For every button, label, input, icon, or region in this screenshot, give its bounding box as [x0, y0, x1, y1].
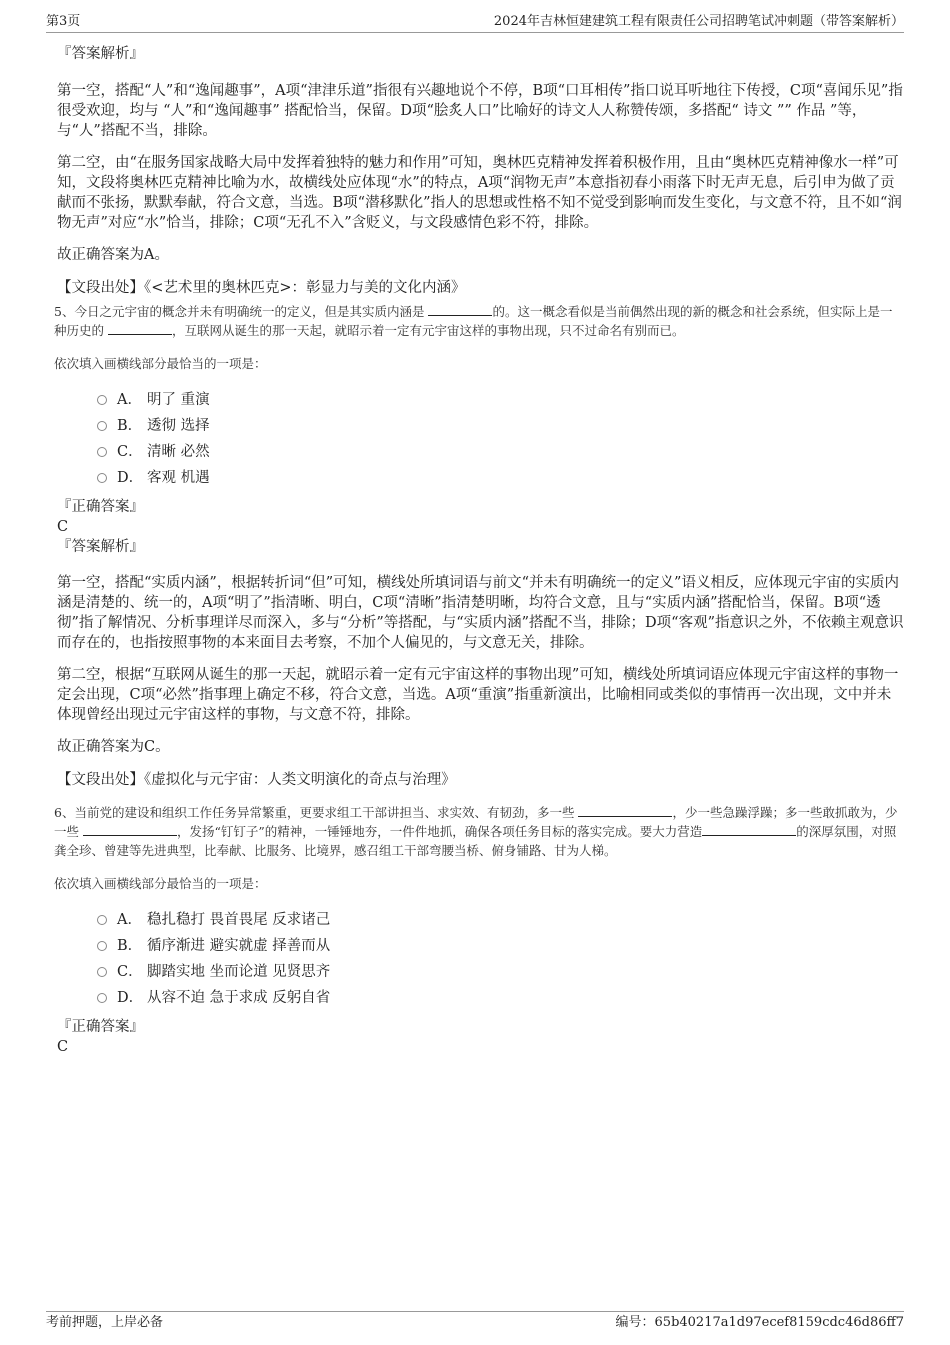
radio-icon[interactable] — [97, 421, 107, 431]
option-text: 从容不迫 急于求成 反躬自省 — [147, 990, 331, 1006]
question-6 — [54, 803, 904, 893]
answer-blank — [83, 822, 177, 836]
option-letter: B． — [117, 418, 143, 434]
question-prompt: 依次填入画横线部分最恰当的一项是： — [54, 356, 267, 371]
document-title: 2024年吉林恒建建筑工程有限责任公司招聘笔试冲刺题（带答案解析） — [493, 14, 904, 29]
stem-text: 5、今日之元宇宙的概念并未有明确统一的定义，但是其实质内涵是 — [54, 304, 429, 319]
option-d[interactable] — [97, 465, 904, 491]
question-stem — [54, 302, 904, 340]
option-letter: A． — [117, 912, 142, 928]
answer-blank — [578, 803, 672, 817]
option-b[interactable] — [97, 933, 904, 959]
options-list — [97, 387, 904, 491]
footer-slogan: 考前押题，上岸必备 — [46, 1315, 164, 1330]
analysis-paragraph: 第一空，搭配“人”和“逸闻趣事”，A项“津津乐道”指很有兴趣地说个不停，B项“口耳相传”指口说耳听地往下传授，C项“喜闻乐见”指很受欢迎，均与 “人”和“逸闻趣事” 搭配恰当，保留。D项“脍炙人口”比喻好的诗文人人称赞传颂，多搭配“ 诗文 ”” 作品 ”等，与“人”搭配不当，排除。 — [57, 83, 903, 139]
option-text: 脚踏实地 坐而论道 见贤思齐 — [147, 964, 331, 980]
stem-text: ，发扬“钉钉子”的精神，一锤锤地夯，一件件地抓，确保各项任务目标的落实完成。要大力营造 — [176, 824, 703, 839]
correct-answer: C — [57, 519, 69, 535]
option-letter: A． — [117, 392, 142, 408]
question-prompt: 依次填入画横线部分最恰当的一项是： — [54, 876, 267, 891]
stem-text: 6、当前党的建设和组织工作任务异常繁重，更要求组工干部讲担当、求实效、有韧劲，多一些 — [54, 805, 579, 820]
option-text: 明了 重演 — [147, 392, 210, 408]
radio-icon[interactable] — [97, 941, 107, 951]
option-text: 清晰 必然 — [147, 444, 210, 460]
radio-icon[interactable] — [97, 967, 107, 977]
option-letter: B． — [117, 938, 143, 954]
analysis-paragraph: 第二空，根据“互联网从诞生的那一天起，就昭示着一定有元宇宙这样的事物出现”可知，横线处所填词语应体现元宇宙这样的事物一定会出现，C项“必然”指事理上确定不移，符合文意，当选。A项“重演”指重新演出，比喻相同或类似的事情再一次出现，文中并未体现曾经出现过元宇宙这样的事物，与文意不符，排除。 — [57, 667, 899, 723]
option-text: 客观 机遇 — [147, 470, 210, 486]
option-text: 循序渐进 避实就虚 择善而从 — [147, 938, 331, 954]
option-letter: D． — [117, 470, 144, 486]
stem-text: 的深厚氛围，对照龚全珍、曾建等先进典型，比奉献、比服务、比境界，感召组工干部弯腰当桥、俯身铺路、甘为人梯。 — [54, 824, 897, 858]
answer-blank — [428, 302, 492, 316]
option-a[interactable] — [97, 907, 904, 933]
source-citation: 【文段出处】《<艺术里的奥林匹克>：彰显力与美的文化内涵》 — [57, 280, 466, 296]
option-a[interactable] — [97, 387, 904, 413]
radio-icon[interactable] — [97, 447, 107, 457]
radio-icon[interactable] — [97, 915, 107, 925]
question-5 — [54, 302, 904, 373]
option-c[interactable] — [97, 959, 904, 985]
option-letter: C． — [117, 964, 143, 980]
stem-text: 的。这一概念看似是当前偶然出现的新的概念和社会系统，但实际上是一种历史的 — [54, 304, 893, 338]
option-b[interactable] — [97, 413, 904, 439]
answer-blank — [108, 321, 172, 335]
option-letter: C． — [117, 444, 143, 460]
analysis-heading: 『答案解析』 — [57, 539, 144, 555]
option-letter: D． — [117, 990, 144, 1006]
radio-icon[interactable] — [97, 395, 107, 405]
options-list — [97, 907, 904, 1011]
option-c[interactable] — [97, 439, 904, 465]
radio-icon[interactable] — [97, 473, 107, 483]
conclusion: 故正确答案为A。 — [57, 247, 169, 263]
source-citation: 【文段出处】《虚拟化与元宇宙：人类文明演化的奇点与治理》 — [57, 772, 456, 788]
correct-answer-heading: 『正确答案』 — [57, 499, 144, 515]
correct-answer-heading: 『正确答案』 — [57, 1019, 144, 1035]
answer-blank — [702, 822, 796, 836]
analysis-heading: 『答案解析』 — [57, 46, 144, 62]
radio-icon[interactable] — [97, 993, 107, 1003]
option-text: 稳扎稳打 畏首畏尾 反求诸己 — [147, 912, 331, 928]
stem-text: ，互联网从诞生的那一天起，就昭示着一定有元宇宙这样的事物出现，只不过命名有别而已。 — [171, 323, 685, 338]
option-d[interactable] — [97, 985, 904, 1011]
page-number: 第3页 — [46, 14, 81, 29]
correct-answer: C — [57, 1039, 69, 1055]
page-header — [46, 12, 904, 33]
analysis-paragraph: 第二空，由“在服务国家战略大局中发挥着独特的魅力和作用”可知，奥林匹克精神发挥着积极作用，且由“奥林匹克精神像水一样”可知，文段将奥林匹克精神比喻为水，故横线处应体现“水”的特点，A项“润物无声”本意指初春小雨落下时无声无息，后引申为做了贡献而不张扬，默默奉献，符合文意，当选。B项“潜移默化”指人的思想或性格不知不觉受到影响而发生变化，与文意不符，且不如“润物无声”对应“水”恰当，排除；C项“无孔不入”含贬义，与文段感情色彩不符，排除。 — [57, 155, 902, 231]
stem-text: ，少一些急躁浮躁；多一些敢抓敢为，少一些 — [54, 805, 898, 839]
page-content — [54, 40, 904, 1057]
page-footer — [46, 1311, 904, 1334]
question-stem — [54, 803, 904, 860]
analysis-paragraph: 第一空，搭配“实质内涵”，根据转折词“但”可知，横线处所填词语与前文“并未有明确统一的定义”语义相反，应体现元宇宙的实质内涵是清楚的、统一的，A项“明了”指清晰、明白，C项“清晰”指清楚明晰，均符合文意，且与“实质内涵”搭配恰当，保留。B项“透彻”指了解情况、分析事理详尽而深入，多与“分析”等搭配，与“实质内涵”搭配不当，排除；D项“客观”指意识之外，不依赖主观意识而存在的，也指按照事物的本来面目去考察，不加个人偏见的，与文意无关，排除。 — [57, 575, 904, 651]
document-id: 编号：65b40217a1d97ecef8159cdc46d86ff7 — [615, 1315, 904, 1330]
conclusion: 故正确答案为C。 — [57, 739, 170, 755]
option-text: 透彻 选择 — [147, 418, 210, 434]
